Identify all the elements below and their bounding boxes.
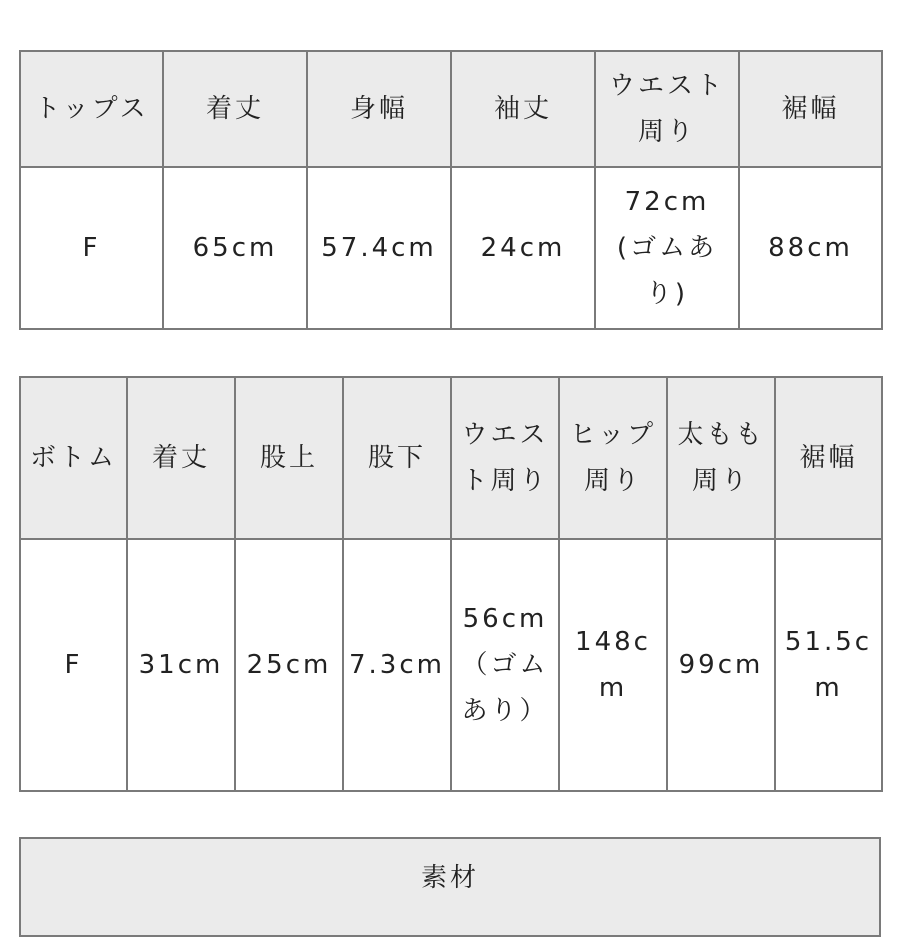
bottoms-rise-value: 25cm: [235, 539, 343, 791]
material-header-row: [20, 838, 880, 936]
tops-length-value: 65cm: [163, 167, 307, 329]
tops-size-label: F: [20, 167, 163, 329]
bottoms-header-hip: ヒップ周り: [559, 377, 667, 539]
tops-size-table: [19, 50, 883, 330]
bottoms-hip-value: 148cm: [559, 539, 667, 791]
bottoms-size-row: [20, 539, 882, 791]
bottoms-header-waist: ウエスト周り: [451, 377, 559, 539]
bottoms-inseam-value: 7.3cm: [343, 539, 451, 791]
bottoms-header-inseam: 股下: [343, 377, 451, 539]
bottoms-header-rise: 股上: [235, 377, 343, 539]
tops-header-waist: ウエスト周り: [595, 51, 739, 167]
bottoms-hem-value: 51.5cm: [775, 539, 882, 791]
bottoms-header-category: ボトム: [20, 377, 127, 539]
tops-header-hem: 裾幅: [739, 51, 882, 167]
tops-header-row: [20, 51, 882, 167]
bottoms-header-length: 着丈: [127, 377, 235, 539]
tops-waist-value: 72cm (ゴムあり): [595, 167, 739, 329]
tops-width-value: 57.4cm: [307, 167, 451, 329]
tops-sleeve-value: 24cm: [451, 167, 595, 329]
bottoms-length-value: 31cm: [127, 539, 235, 791]
bottoms-size-label: F: [20, 539, 127, 791]
tops-header-category: トップス: [20, 51, 163, 167]
material-header: 素材: [20, 838, 880, 936]
bottoms-thigh-value: 99cm: [667, 539, 775, 791]
bottoms-size-table: [19, 376, 883, 792]
tops-header-width: 身幅: [307, 51, 451, 167]
tops-hem-value: 88cm: [739, 167, 882, 329]
bottoms-header-thigh: 太もも周り: [667, 377, 775, 539]
bottoms-header-row: [20, 377, 882, 539]
tops-header-sleeve: 袖丈: [451, 51, 595, 167]
material-table: [19, 837, 881, 937]
tops-header-length: 着丈: [163, 51, 307, 167]
bottoms-header-hem: 裾幅: [775, 377, 882, 539]
bottoms-waist-value: 56cm （ゴムあり）: [451, 539, 559, 791]
tops-size-row: [20, 167, 882, 329]
